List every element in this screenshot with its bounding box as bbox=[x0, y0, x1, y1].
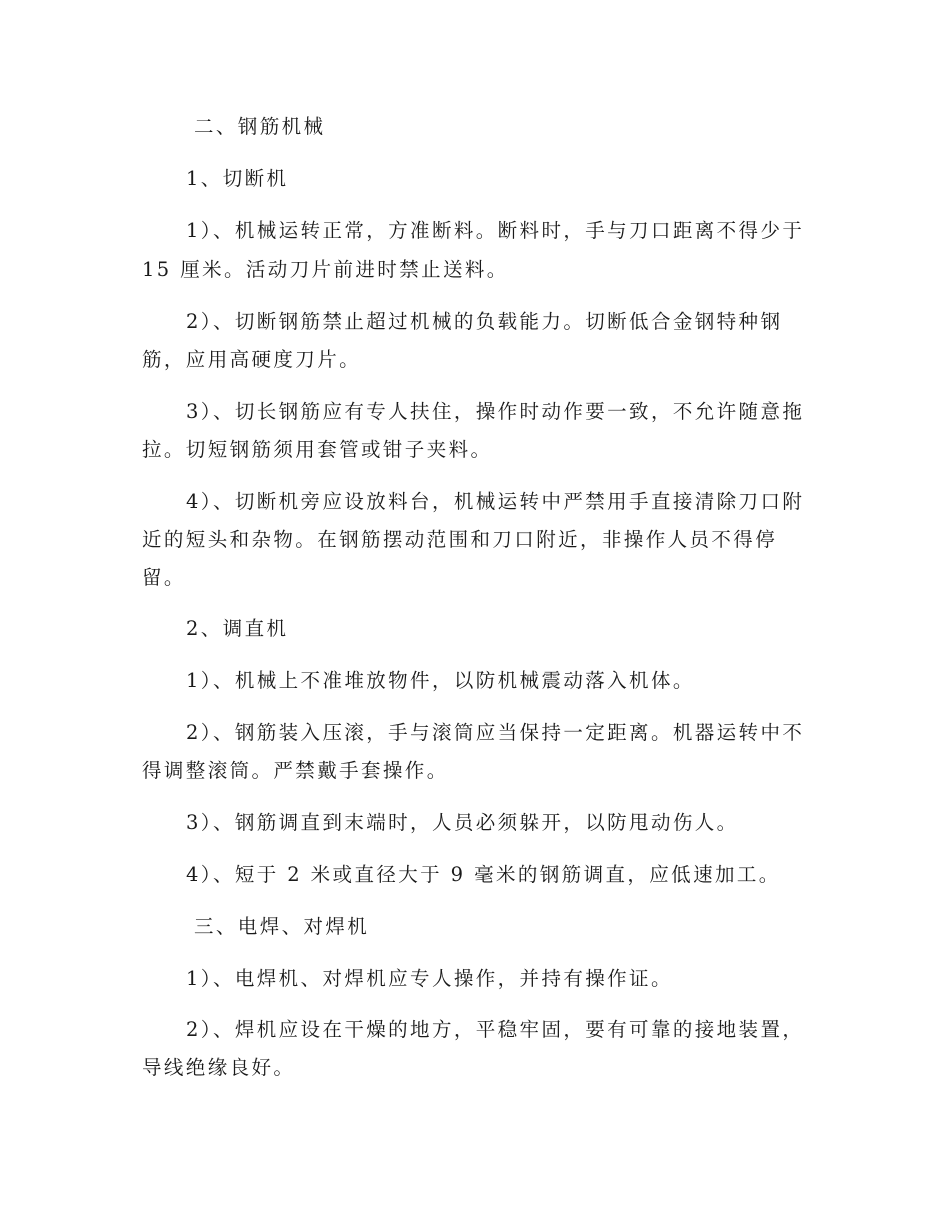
paragraph-line: 拉。切短钢筋须用套管或钳子夹料。 bbox=[142, 438, 493, 461]
paragraph-line: 2）、切断钢筋禁止超过机械的负载能力。切断低合金钢特种钢 bbox=[186, 310, 783, 333]
subsection-heading-cutting-machine: 1、切断机 bbox=[186, 167, 289, 190]
paragraph-line: 留。 bbox=[142, 566, 186, 589]
section-heading-steel-machinery: 二、钢筋机械 bbox=[194, 115, 326, 138]
paragraph-line: 近的短头和杂物。在钢筋摆动范围和刀口附近，非操作人员不得停 bbox=[142, 528, 778, 551]
section-heading-welding-machines: 三、电焊、对焊机 bbox=[194, 915, 370, 938]
paragraph-line: 3）、切长钢筋应有专人扶住，操作时动作要一致，不允许随意拖 bbox=[186, 400, 805, 423]
paragraph-line: 得调整滚筒。严禁戴手套操作。 bbox=[142, 759, 449, 782]
paragraph-line: 4）、短于 2 米或直径大于 9 毫米的钢筋调直，应低速加工。 bbox=[186, 863, 781, 886]
paragraph-line: 筋，应用高硬度刀片。 bbox=[142, 348, 362, 371]
paragraph-line: 2）、焊机应设在干燥的地方，平稳牢固，要有可靠的接地装置， bbox=[186, 1018, 805, 1041]
paragraph-line: 2）、钢筋装入压滚，手与滚筒应当保持一定距离。机器运转中不 bbox=[186, 721, 805, 744]
paragraph-line: 3）、钢筋调直到末端时，人员必须躲开，以防甩动伤人。 bbox=[186, 811, 739, 834]
paragraph-line: 1）、电焊机、对焊机应专人操作，并持有操作证。 bbox=[186, 967, 673, 990]
paragraph-line: 4）、切断机旁应设放料台，机械运转中严禁用手直接清除刀口附 bbox=[186, 490, 805, 513]
paragraph-line: 导线绝缘良好。 bbox=[142, 1056, 296, 1079]
paragraph-line: 15 厘米。活动刀片前进时禁止送料。 bbox=[142, 258, 509, 281]
paragraph-line: 1）、机械运转正常，方准断料。断料时，手与刀口距离不得少于 bbox=[186, 219, 805, 242]
paragraph-line: 1）、机械上不准堆放物件，以防机械震动落入机体。 bbox=[186, 669, 695, 692]
subsection-heading-straightening-machine: 2、调直机 bbox=[186, 617, 289, 640]
